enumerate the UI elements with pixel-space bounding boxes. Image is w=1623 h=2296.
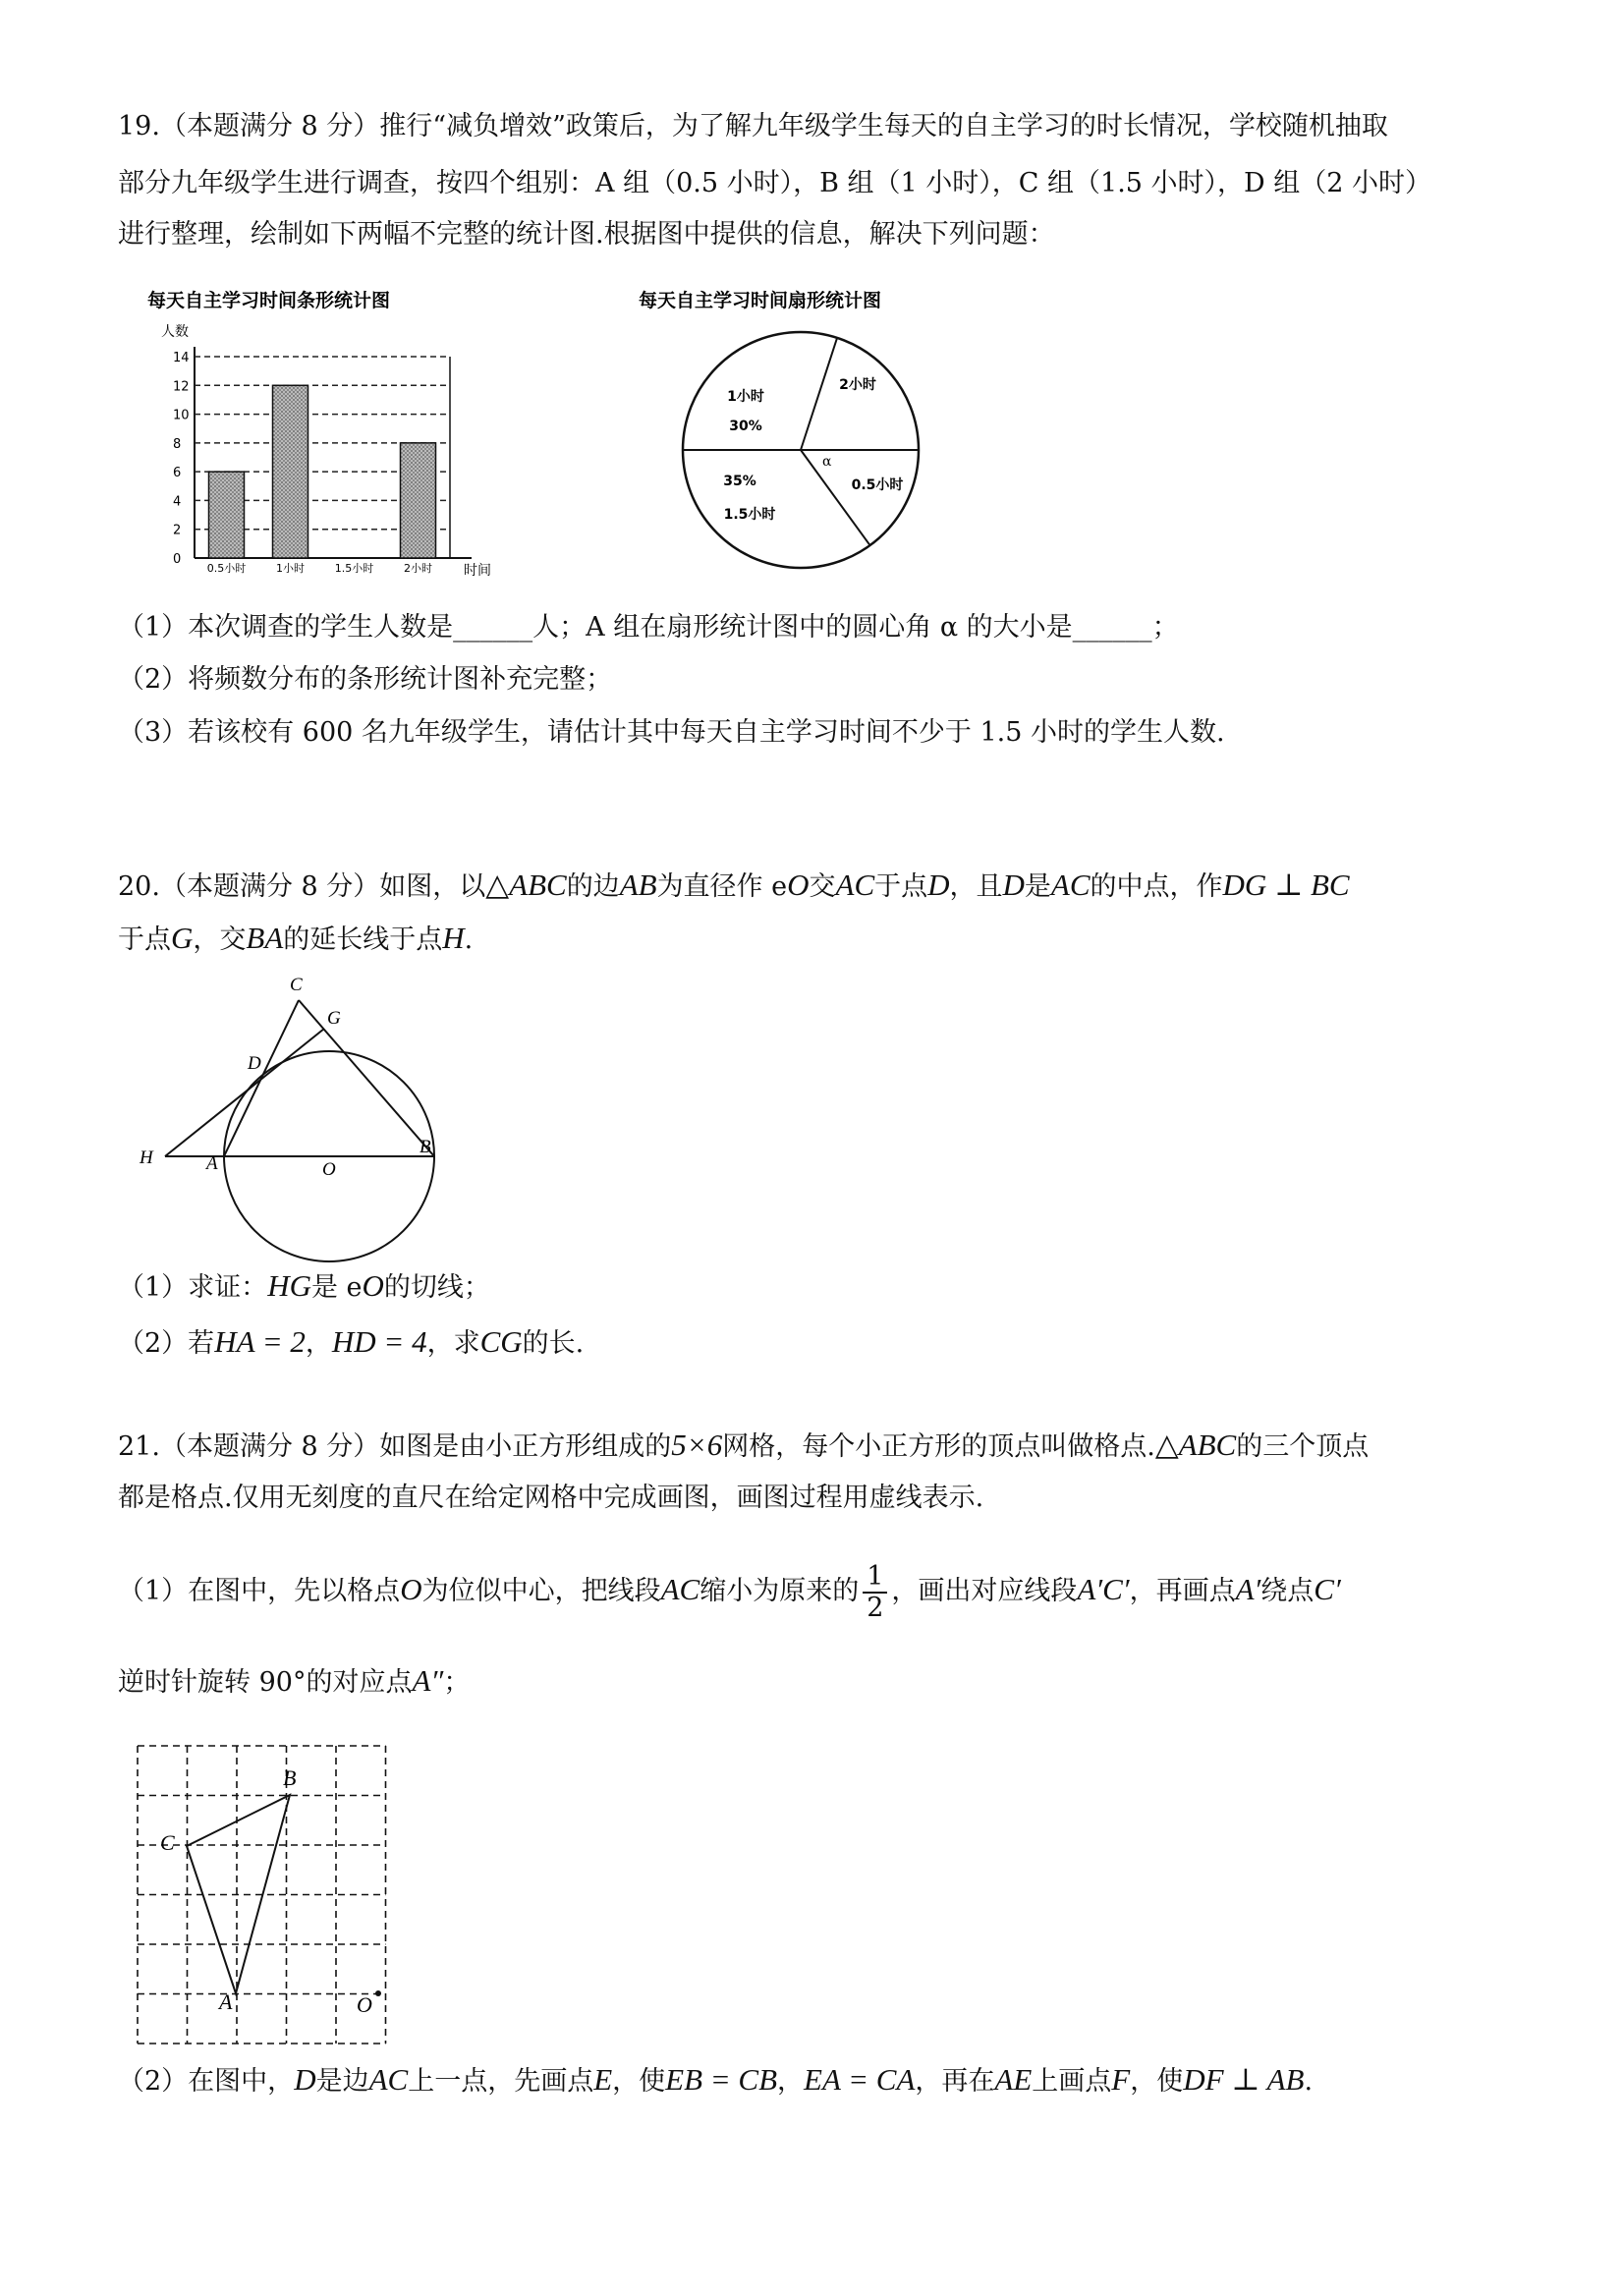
bar-chart-xlabel: 时间 — [464, 563, 491, 579]
q19-line-3: 进行整理，绘制如下两幅不完整的统计图.根据图中提供的信息，解决下列问题： — [118, 219, 1055, 250]
bar-chart-ylabel: 人数 — [161, 324, 189, 340]
bar-chart — [147, 285, 511, 585]
q19-sub-1: （1）本次调查的学生人数是______人；A 组在扇形统计图中的圆心角 α 的大小是______； — [118, 612, 1179, 643]
pie-slice-boundary — [801, 450, 870, 545]
bar-ytick-label: 2 — [173, 523, 182, 538]
label-d: D — [248, 1053, 261, 1074]
bar-ytick-label: 0 — [173, 552, 182, 567]
q21-line-2: 都是格点.仅用无刻度的直尺在给定网格中完成画图，画图过程用虚线表示. — [118, 1483, 984, 1513]
bar-chart-yticks — [173, 351, 190, 567]
pie-angle-alpha: α — [822, 454, 832, 470]
bar-ytick-label: 6 — [173, 466, 182, 481]
pie-slice-percent: 35% — [723, 474, 756, 489]
pie-slice-boundary — [801, 338, 837, 450]
q21-sub-1-cont: 逆时针旋转 90°的对应点A″； — [118, 1663, 471, 1698]
circle-figure — [128, 973, 452, 1258]
grid-figure — [123, 1724, 398, 2031]
fraction-one-half: $\frac{1}{2}$ — [863, 1562, 887, 1623]
bar — [273, 385, 308, 558]
bar — [209, 472, 245, 558]
grid-label-o: O — [357, 1992, 372, 2017]
pie-slice-label: 0.5小时 — [851, 477, 904, 493]
label-o: O — [322, 1159, 336, 1180]
point-o — [375, 1990, 381, 1996]
line-cb — [299, 1000, 434, 1156]
pie-chart-slices — [683, 332, 919, 568]
bar-chart-title: 每天自主学习时间条形统计图 — [147, 290, 391, 311]
bar-xtick-label: 1小时 — [276, 562, 305, 575]
bar-xtick-label: 2小时 — [404, 562, 432, 575]
bar-ytick-label: 14 — [173, 351, 190, 365]
bar-xtick-label: 0.5小时 — [206, 562, 247, 575]
pie-slice-label: 2小时 — [839, 377, 876, 393]
grid-label-c: C — [160, 1830, 175, 1855]
bar-ytick-label: 8 — [173, 436, 182, 452]
label-c: C — [290, 975, 303, 995]
label-h: H — [140, 1148, 153, 1168]
bar-ytick-label: 10 — [173, 408, 190, 423]
q20-sub-1: （1）求证：HG是 eO的切线； — [118, 1268, 490, 1303]
pie-chart-title: 每天自主学习时间扇形统计图 — [639, 290, 882, 311]
bar-xtick-label: 1.5小时 — [334, 562, 374, 575]
bar-ytick-label: 4 — [173, 494, 182, 510]
bar-ytick-label: 12 — [173, 379, 190, 395]
q21-sub-2: （2）在图中，D是边AC上一点，先画点E，使EB = CB，EA = CA，再在AE上画点F，使DF ⊥ AB. — [118, 2062, 1314, 2097]
label-b: B — [420, 1137, 431, 1157]
dashed-grid — [138, 1746, 386, 2044]
q19-sub-3: （3）若该校有 600 名九年级学生，请估计其中每天自主学习时间不少于 1.5 小时的学生人数. — [118, 717, 1225, 748]
q20-line-2: 于点G，交BA的延长线于点H. — [118, 921, 474, 955]
line-hg — [165, 1029, 324, 1156]
q21-sub-1: （1）在图中，先以格点O为位似中心，把线段AC缩小为原来的 $\frac{1}{2}$ ，画出对应线段A′C′，再画点A′绕点C′ — [118, 1560, 1341, 1623]
pie-slice-label: 1.5小时 — [723, 507, 776, 523]
q19-line-1: 19.（本题满分 8 分）推行“减负增效”政策后，为了解九年级学生每天的自主学习的时长情况，学校随机抽取 — [118, 111, 1388, 141]
q20-sub-2: （2）若HA = 2，HD = 4，求CG的长. — [118, 1324, 585, 1359]
q21-line-1: 21.（本题满分 8 分）如图是由小正方形组成的5×6网格，每个小正方形的顶点叫做格点.△ABC的三个顶点 — [118, 1428, 1370, 1462]
label-a: A — [206, 1153, 218, 1174]
grid-label-b: B — [283, 1765, 297, 1790]
label-g: G — [327, 1008, 341, 1029]
q20-line-1: 20.（本题满分 8 分）如图，以△ABC的边AB为直径作 eO交AC于点D，且D是AC的中点，作DG ⊥ BC — [118, 868, 1350, 902]
pie-chart — [629, 285, 992, 585]
bar-chart-xticks — [207, 561, 432, 575]
grid-label-a: A — [219, 1989, 233, 2014]
bar — [401, 443, 436, 558]
q19-line-2: 部分九年级学生进行调查，按四个组别：A 组（0.5 小时），B 组（1 小时），C 组（1.5 小时），D 组（2 小时） — [118, 168, 1432, 198]
pie-slice-percent: 30% — [729, 419, 762, 434]
pie-slice-label: 1小时 — [727, 389, 764, 405]
q19-sub-2: （2）将频数分布的条形统计图补充完整； — [118, 664, 613, 695]
